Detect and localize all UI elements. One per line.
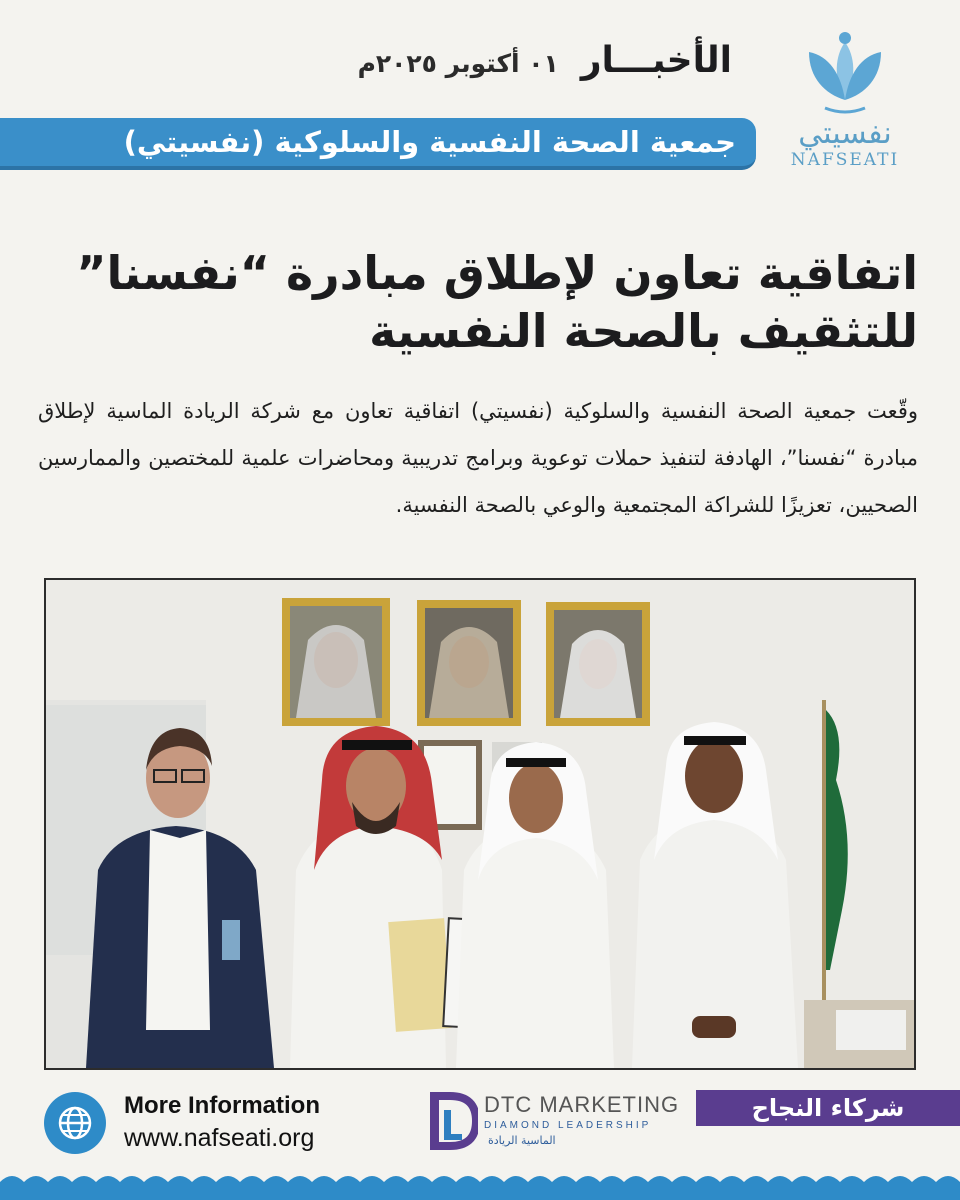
portrait-center <box>417 600 521 726</box>
more-information-block <box>44 1088 374 1154</box>
signing-ceremony-photo <box>44 578 916 1070</box>
organization-name: جمعية الصحة النفسية والسلوكية (نفسيتي) <box>123 125 736 159</box>
nafseati-logo <box>790 30 900 180</box>
publish-date: ٠١ أكتوبر ٢٠٢٥م <box>357 49 559 78</box>
article-body: وقّعت جمعية الصحة النفسية والسلوكية (نفسيتي) اتفاقية تعاون مع شركة الريادة الماسية لإطلاق مبادرة “نفسنا”، الهادفة لتنفيذ حملات توعوية وبرامج تدريبية ومحاضرات علمية للمختصين والممارسين الصحيين، تعزيزًا للشراكة المجتمعية والوعي بالصحة النفسية. <box>38 399 918 517</box>
wave-border <box>0 1170 960 1200</box>
news-header <box>358 40 732 81</box>
success-partners-tab <box>696 1090 960 1126</box>
portrait-right <box>546 602 650 726</box>
partner-tagline-ar: الماسية الريادة <box>488 1134 556 1147</box>
success-partners-label: شركاء النجاح <box>751 1094 905 1122</box>
section-label: الأخبـــار <box>580 40 732 81</box>
organization-banner <box>0 118 756 170</box>
portrait-left <box>282 598 390 726</box>
lotus-logo-icon <box>795 30 895 116</box>
globe-icon[interactable] <box>44 1092 106 1154</box>
website-link[interactable]: www.nafseati.org <box>124 1124 315 1152</box>
article-headline: اتفاقية تعاون لإطلاق مبادرة “نفسنا” للتثقيف بالصحة النفسية <box>76 246 918 358</box>
partner-name: DTC MARKETING <box>484 1092 680 1117</box>
logo-name-en: NAFSEATI <box>790 150 900 170</box>
more-info-label: More Information <box>124 1092 320 1119</box>
dtc-partner-logo <box>428 1090 688 1152</box>
dl-logo-icon <box>428 1092 478 1150</box>
partner-tagline-en: DIAMOND LEADERSHIP <box>484 1120 652 1131</box>
logo-name-ar: نفسيتي <box>798 116 892 151</box>
